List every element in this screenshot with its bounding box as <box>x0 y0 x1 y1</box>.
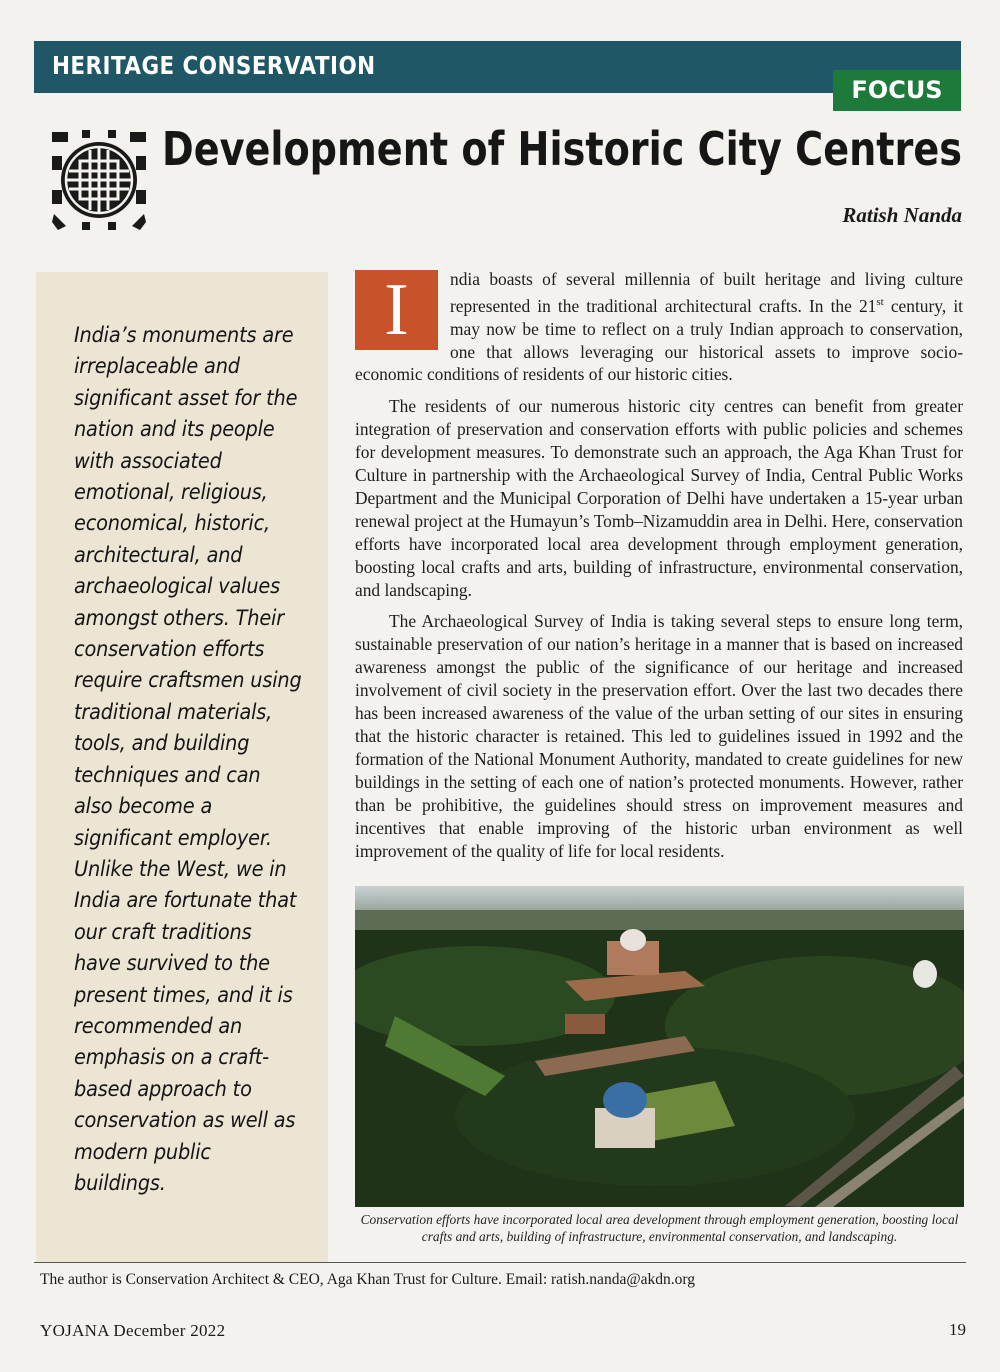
paragraph-1-text-b: century, it may now be time to reflect on a truly Indian approach to conservation, one that allows leveraging our historical assets to improve socio-economic conditions of residents of our historic cities. <box>355 295 963 385</box>
aerial-photo-illustration <box>355 886 964 1207</box>
paragraph-1-text-a: ndia boasts of several millennia of built heritage and living culture represented in the traditional architectural crafts. In the 21 <box>450 269 963 316</box>
drop-cap: I <box>355 270 438 350</box>
footer-divider <box>34 1262 966 1263</box>
author-byline: Ratish Nanda <box>842 203 962 227</box>
article-body <box>355 268 963 871</box>
section-header-bar <box>34 41 961 93</box>
author-note: The author is Conservation Architect & CEO, Aga Khan Trust for Culture. Email: ratish.nanda@akdn.org <box>40 1271 695 1288</box>
paragraph-2: The residents of our numerous historic city centres can benefit from greater integration of preservation and conservation efforts with public policies and schemes for development measures. To demonstrate such an approach, the Aga Khan Trust for Culture in partnership with the Archaeological Survey of India, Central Public Works Department and the Municipal Corporation of Delhi have undertaken a 15-year urban renewal project at the Humayun’s Tomb–Nizamuddin area in Delhi. Here, conservation efforts have incorporated local area development through employment generation, boosting local crafts and arts, building of infrastructure, environmental conservation, and landscaping. <box>355 396 963 600</box>
pull-quote-box <box>36 272 328 1262</box>
paragraph-3: The Archaeological Survey of India is taking several steps to ensure long term, sustainable preservation of our nation’s heritage in a manner that is based on increased awareness amongst the public of the significance of our heritage and increased involvement of civil society in the preservation effort. Over the last two decades there has been increased awareness of the value of the urban setting of our sites in ensuring that the historic character is retained. This led to guidelines issued in 1992 and the formation of the National Monument Authority, mandated to create guidelines for new buildings in the setting of each one of nation’s protected monuments. However, rather than be prohibitive, the guidelines should stress on improvement measures and incentives that enable improving of the historic urban environment as well improvement of the quality of life for local residents. <box>355 611 963 861</box>
paragraph-1 <box>355 268 963 386</box>
photo-caption: Conservation efforts have incorporated local area development through employment generation, boosting local crafts and arts, building of infrastructure, environmental conservation, and landscaping. <box>360 1212 959 1244</box>
ordinal-suffix: st <box>876 295 884 308</box>
aerial-photo <box>355 886 964 1207</box>
pull-quote-text: India’s monuments are irreplaceable and significant asset for the nation and its people with associated emotional, religious, economical, historic, architectural, and archaeological values amongst others. Their conservation efforts require craftsmen using traditional materials, tools, and building techniques and can also become a significant employer. Unlike the West, we in India are fortunate that our craft traditions have survived to the present times, and it is recommended an emphasis on a craft-based approach to conservation as well as modern public buildings. <box>74 323 302 1195</box>
focus-badge: FOCUS <box>833 70 961 111</box>
page-number: 19 <box>949 1320 966 1339</box>
heritage-emblem-icon <box>52 130 146 230</box>
publication-name: YOJANA December 2022 <box>40 1321 226 1340</box>
article-title: Development of Historic City Centres <box>162 122 962 176</box>
section-label: HERITAGE CONSERVATION <box>52 51 376 80</box>
